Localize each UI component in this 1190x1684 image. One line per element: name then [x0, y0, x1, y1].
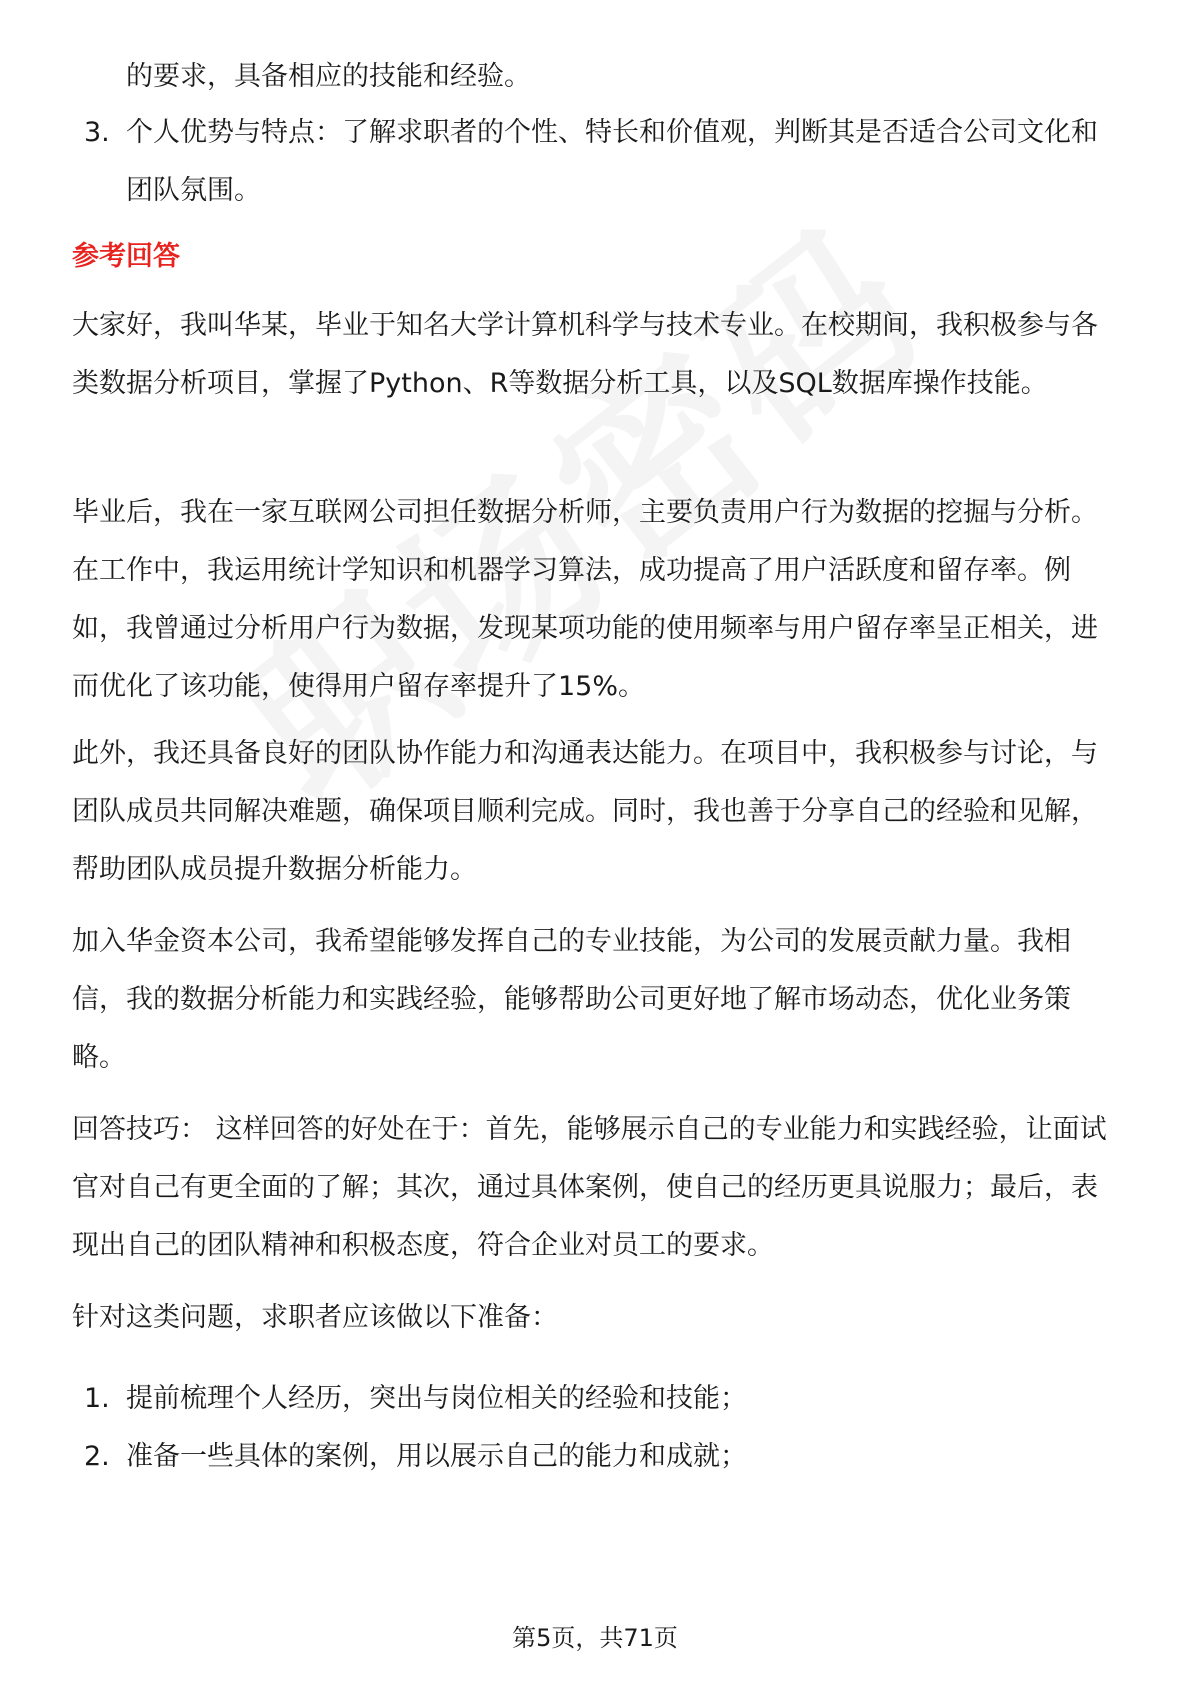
section-heading: 参考回答: [72, 241, 180, 272]
page-number-footer: 第5页，共71页: [512, 1624, 678, 1652]
paragraph-answer-tips: 回答技巧： 这样回答的好处在于：首先，能够展示自己的专业能力和实践经验，让面试官对自己有更全面的了解；其次，通过具体案例，使自己的经历更具说服力；最后，表现出自己的团队精神和积极态度，符合企业对员工的要求。: [72, 1114, 1107, 1261]
list-item: [72, 1370, 1122, 1428]
paragraph-teamwork: 此外，我还具备良好的团队协作能力和沟通表达能力。在项目中，我积极参与讨论，与团队成员共同解决难题，确保项目顺利完成。同时，我也善于分享自己的经验和见解，帮助团队成员提升数据分析能力。: [72, 738, 1098, 885]
list-continuation-text: 的要求，具备相应的技能和经验。: [126, 61, 531, 92]
list-item-text: 个人优势与特点：了解求职者的个性、特长和价值观，判断其是否适合公司文化和团队氛围。: [126, 117, 1098, 206]
paragraph-intro: 大家好，我叫华某，毕业于知名大学计算机科学与技术专业。在校期间，我积极参与各类数据分析项目，掌握了Python、R等数据分析工具，以及SQL数据库操作技能。: [72, 310, 1098, 399]
list-item-number: 1.: [84, 1383, 110, 1414]
list-item: [72, 104, 1122, 220]
paragraph-experience: 毕业后，我在一家互联网公司担任数据分析师，主要负责用户行为数据的挖掘与分析。在工作中，我运用统计学知识和机器学习算法，成功提高了用户活跃度和留存率。例如，我曾通过分析用户行为数据，发现某项功能的使用频率与用户留存率呈正相关，进而优化了该功能，使得用户留存率提升了15%。: [72, 497, 1098, 702]
list-item-text: 准备一些具体的案例，用以展示自己的能力和成就；: [126, 1441, 747, 1472]
paragraph-preparation-intro: 针对这类问题，求职者应该做以下准备：: [72, 1302, 558, 1333]
paragraph-motivation: 加入华金资本公司，我希望能够发挥自己的专业技能，为公司的发展贡献力量。我相信，我的数据分析能力和实践经验，能够帮助公司更好地了解市场动态，优化业务策略。: [72, 926, 1071, 1073]
list-item-number: 3.: [84, 117, 110, 148]
list-item-number: 2.: [84, 1441, 110, 1472]
list-item-text: 提前梳理个人经历，突出与岗位相关的经验和技能；: [126, 1383, 747, 1414]
list-item: [72, 1428, 1122, 1486]
